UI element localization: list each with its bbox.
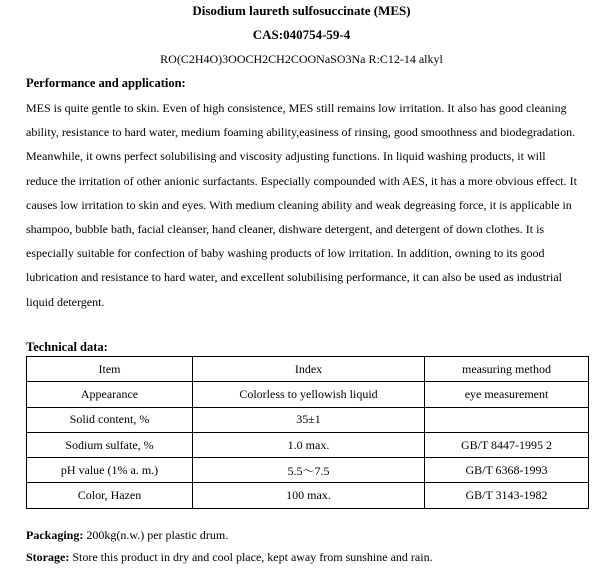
table-cell: pH value (1% a. m.) bbox=[27, 458, 193, 483]
table-cell: Appearance bbox=[27, 382, 193, 407]
paragraph-line: lubrication and resistance to hard water, and excellent solubilising performance, it can also be used as industrial bbox=[26, 270, 563, 285]
packaging-line bbox=[26, 528, 228, 543]
table-cell: 35±1 bbox=[193, 407, 425, 432]
table-row bbox=[27, 407, 589, 432]
table-cell: GB/T 3143-1982 bbox=[425, 483, 589, 508]
storage-label: Storage: bbox=[26, 550, 70, 564]
table-cell: GB/T 8447-1995 2 bbox=[425, 432, 589, 457]
table-cell: 1.0 max. bbox=[193, 432, 425, 457]
paragraph-line: ability, resistance to hard water, medium foaming ability,easiness of rinsing, good smoothness and biodegradation. bbox=[26, 125, 576, 140]
table-row bbox=[27, 382, 589, 407]
header-cell-item: Item bbox=[27, 357, 193, 382]
header-cell-index: Index bbox=[193, 357, 425, 382]
table-row bbox=[27, 458, 589, 483]
table-cell: 5.5～7.5 bbox=[193, 458, 425, 483]
table-cell: Colorless to yellowish liquid bbox=[193, 382, 425, 407]
paragraph-line: especially suitable for confection of baby washing products of low irritation. In addition, owning to its good bbox=[26, 246, 545, 261]
header-cell-method: measuring method bbox=[425, 357, 589, 382]
packaging-label: Packaging: bbox=[26, 528, 84, 542]
table-cell: Color, Hazen bbox=[27, 483, 193, 508]
document-title: Disodium laureth sulfosuccinate (MES) bbox=[192, 3, 411, 18]
paragraph-line: MES is quite gentle to skin. Even of high consistence, MES still remains low irritation. It also has good cleaning bbox=[26, 101, 567, 115]
storage-line bbox=[26, 550, 433, 565]
packaging-text: 200kg(n.w.) per plastic drum. bbox=[83, 528, 229, 542]
table-cell: 100 max. bbox=[193, 483, 425, 508]
table-cell: Sodium sulfate, % bbox=[27, 432, 193, 457]
technical-heading: Technical data: bbox=[26, 340, 108, 354]
table-cell: GB/T 6368-1993 bbox=[425, 458, 589, 483]
paragraph-line: Meanwhile, it owns perfect solubilising and viscosity adjusting functions. In liquid washing products, it will bbox=[26, 149, 546, 164]
paragraph-line: shampoo, bubble bath, facial cleanser, hand cleaner, dishware detergent, and detergent of down clothes. It is bbox=[26, 221, 545, 236]
performance-paragraph bbox=[26, 99, 586, 317]
performance-heading: Performance and application: bbox=[26, 76, 186, 90]
paragraph-line: causes low irritation to skin and eyes. With medium cleaning ability and weak degreasing force, it is applicable in bbox=[26, 197, 572, 212]
table-cell: Solid content, % bbox=[27, 407, 193, 432]
paragraph-line: reduce the irritation of other anionic surfactants. Especially compounded with AES, it has a more obvious effect. It bbox=[26, 173, 577, 188]
technical-data-table bbox=[26, 356, 589, 509]
table-header-row bbox=[27, 357, 589, 382]
table-row bbox=[27, 432, 589, 457]
table-row bbox=[27, 483, 589, 508]
table-cell: eye measurement bbox=[425, 382, 589, 407]
storage-text: Store this product in dry and cool place, kept away from sunshine and rain. bbox=[69, 550, 433, 564]
table-cell bbox=[425, 407, 589, 432]
cas-number: CAS:040754-59-4 bbox=[252, 27, 351, 42]
paragraph-line: liquid detergent. bbox=[26, 294, 105, 309]
chemical-formula: RO(C2H4O)3OOCH2CH2COONaSO3Na R:C12-14 alkyl bbox=[160, 52, 443, 66]
